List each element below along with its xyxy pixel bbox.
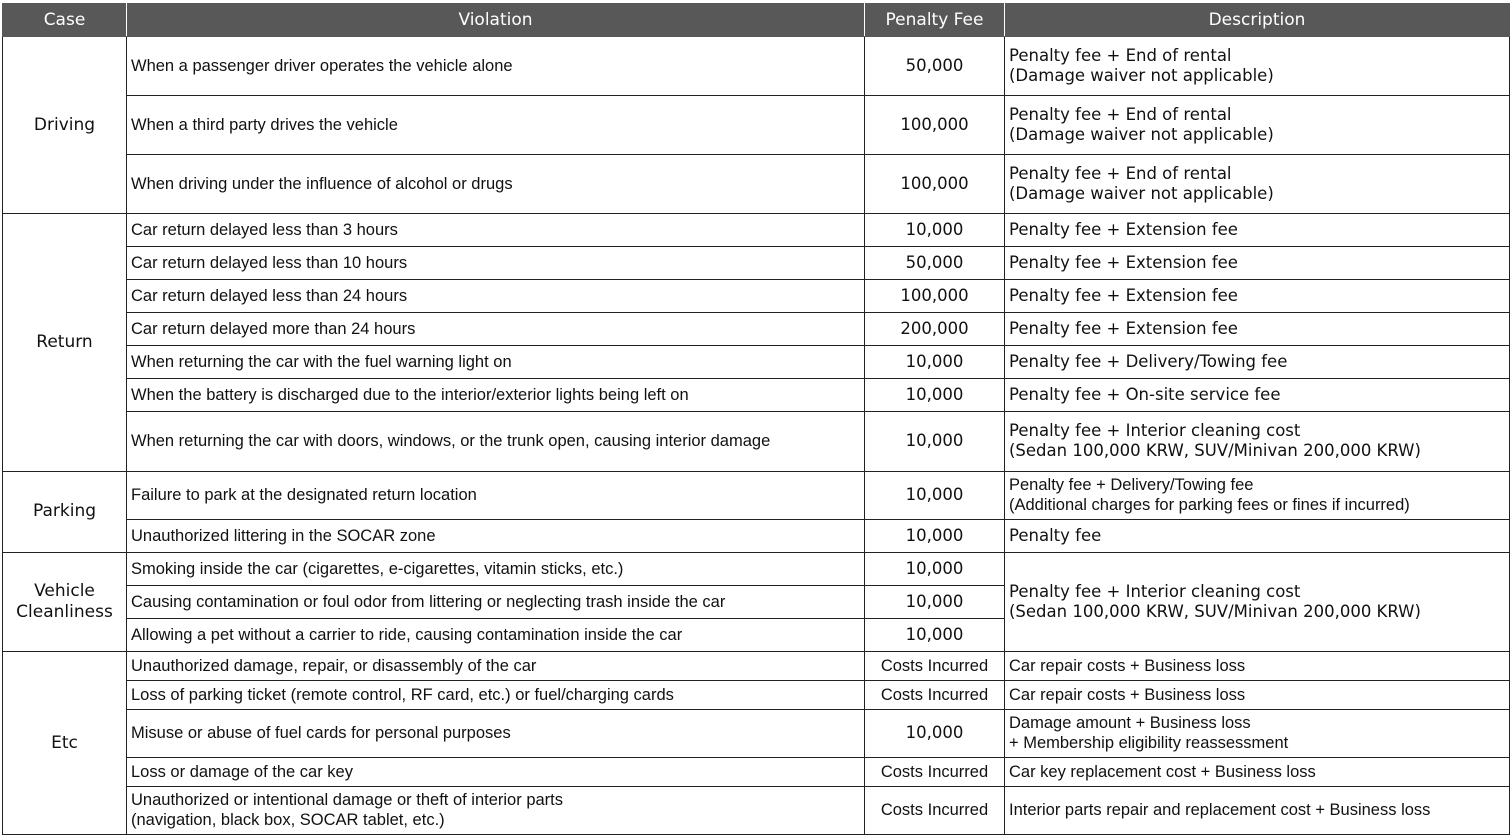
- penalty-fee-cell: 10,000: [865, 471, 1005, 519]
- description-line: (Damage waiver not applicable): [1009, 184, 1274, 204]
- description-line: Damage amount + Business loss: [1009, 714, 1251, 733]
- violation-cell: Car return delayed less than 10 hours: [127, 247, 865, 280]
- description-line: Penalty fee + Interior cleaning cost: [1009, 421, 1301, 441]
- penalty-fee-cell: 10,000: [865, 552, 1005, 585]
- penalty-fee-cell: 50,000: [865, 37, 1005, 96]
- table-row: [3, 280, 1510, 313]
- description-line: Penalty fee + End of rental: [1009, 45, 1232, 65]
- description-cell: Penalty fee + Extension fee: [1005, 247, 1510, 280]
- description-line: (Damage waiver not applicable): [1009, 66, 1274, 86]
- penalty-fee-cell: 10,000: [865, 519, 1005, 552]
- header-penalty-fee: Penalty Fee: [865, 4, 1005, 37]
- description-cell: Penalty fee + Extension fee: [1005, 280, 1510, 313]
- violation-cell: Loss of parking ticket (remote control, RF card, etc.) or fuel/charging cards: [127, 680, 865, 709]
- violation-cell: When driving under the influence of alcohol or drugs: [127, 155, 865, 214]
- penalty-fee-cell: 10,000: [865, 346, 1005, 379]
- penalty-fee-cell: 50,000: [865, 247, 1005, 280]
- violation-cell: Misuse or abuse of fuel cards for personal purposes: [127, 709, 865, 757]
- violation-cell: Loss or damage of the car key: [127, 757, 865, 786]
- penalty-fee-cell: 100,000: [865, 280, 1005, 313]
- penalty-fee-cell: 10,000: [865, 379, 1005, 412]
- penalty-fee-cell: 100,000: [865, 96, 1005, 155]
- table-row: [3, 214, 1510, 247]
- penalty-fee-cell: 100,000: [865, 155, 1005, 214]
- header-case: Case: [3, 4, 127, 37]
- penalty-fee-cell: 10,000: [865, 618, 1005, 651]
- description-cell: [1005, 709, 1510, 757]
- description-cell: Penalty fee + Extension fee: [1005, 214, 1510, 247]
- violation-cell: When a passenger driver operates the vehicle alone: [127, 37, 865, 96]
- violation-cell: Failure to park at the designated return location: [127, 471, 865, 519]
- description-cell: [1005, 471, 1510, 519]
- description-cell: [1005, 552, 1510, 651]
- group-vehicle-cleanliness: [3, 552, 1510, 651]
- violation-cell: Car return delayed less than 3 hours: [127, 214, 865, 247]
- description-cell: [1005, 412, 1510, 471]
- table-row: [3, 519, 1510, 552]
- table-row: [3, 379, 1510, 412]
- description-cell: Car repair costs + Business loss: [1005, 651, 1510, 680]
- penalty-fee-cell: 10,000: [865, 585, 1005, 618]
- table-row: [3, 786, 1510, 834]
- table-row: [3, 709, 1510, 757]
- group-etc: [3, 651, 1510, 834]
- header-row: [3, 4, 1510, 37]
- description-cell: [1005, 96, 1510, 155]
- violation-cell: Smoking inside the car (cigarettes, e-cigarettes, vitamin sticks, etc.): [127, 552, 865, 585]
- case-parking: Parking: [3, 471, 127, 552]
- penalty-table: [2, 3, 1510, 835]
- penalty-fee-cell: Costs Incurred: [865, 757, 1005, 786]
- table-row: [3, 680, 1510, 709]
- description-line: (Sedan 100,000 KRW, SUV/Minivan 200,000 KRW): [1009, 601, 1421, 621]
- header-description: Description: [1005, 4, 1510, 37]
- description-cell: [1005, 155, 1510, 214]
- description-cell: Car repair costs + Business loss: [1005, 680, 1510, 709]
- violation-cell: Unauthorized littering in the SOCAR zone: [127, 519, 865, 552]
- violation-cell: When returning the car with doors, windows, or the trunk open, causing interior damage: [127, 412, 865, 471]
- violation-cell: Unauthorized damage, repair, or disassembly of the car: [127, 651, 865, 680]
- violation-cell: When the battery is discharged due to the interior/exterior lights being left on: [127, 379, 865, 412]
- description-line: Penalty fee + End of rental: [1009, 164, 1232, 184]
- table-row: [3, 313, 1510, 346]
- violation-line: Unauthorized or intentional damage or theft of interior parts: [131, 791, 563, 810]
- table-row: [3, 247, 1510, 280]
- group-parking: [3, 471, 1510, 552]
- description-cell: Penalty fee + On-site service fee: [1005, 379, 1510, 412]
- penalty-fee-cell: 10,000: [865, 709, 1005, 757]
- description-line: (Additional charges for parking fees or fines if incurred): [1009, 496, 1410, 515]
- group-return: [3, 214, 1510, 471]
- table-row: [3, 346, 1510, 379]
- violation-cell: Car return delayed less than 24 hours: [127, 280, 865, 313]
- penalty-fee-cell: 10,000: [865, 214, 1005, 247]
- table-row: [3, 155, 1510, 214]
- description-cell: Car key replacement cost + Business loss: [1005, 757, 1510, 786]
- violation-cell: When returning the car with the fuel warning light on: [127, 346, 865, 379]
- description-line: (Damage waiver not applicable): [1009, 125, 1274, 145]
- description-line: Penalty fee + End of rental: [1009, 104, 1232, 124]
- table-row: [3, 471, 1510, 519]
- violation-cell: Allowing a pet without a carrier to ride, causing contamination inside the car: [127, 618, 865, 651]
- violation-cell: Causing contamination or foul odor from littering or neglecting trash inside the car: [127, 585, 865, 618]
- violation-cell: When a third party drives the vehicle: [127, 96, 865, 155]
- table-row: [3, 651, 1510, 680]
- description-cell: [1005, 37, 1510, 96]
- table-row: [3, 757, 1510, 786]
- description-cell: Penalty fee + Delivery/Towing fee: [1005, 346, 1510, 379]
- description-cell: Penalty fee: [1005, 519, 1510, 552]
- case-return: Return: [3, 214, 127, 471]
- group-driving: [3, 37, 1510, 214]
- violation-cell: [127, 786, 865, 834]
- table-row: [3, 412, 1510, 471]
- header-violation: Violation: [127, 4, 865, 37]
- description-cell: Interior parts repair and replacement cost + Business loss: [1005, 786, 1510, 834]
- description-line: Penalty fee + Delivery/Towing fee: [1009, 475, 1254, 494]
- table-row: [3, 552, 1510, 585]
- case-label-line: Vehicle: [34, 580, 95, 601]
- penalty-fee-cell: 200,000: [865, 313, 1005, 346]
- penalty-fee-cell: Costs Incurred: [865, 651, 1005, 680]
- description-line: Penalty fee + Interior cleaning cost: [1009, 581, 1301, 601]
- description-cell: Penalty fee + Extension fee: [1005, 313, 1510, 346]
- description-line: + Membership eligibility reassessment: [1009, 734, 1289, 753]
- case-driving: Driving: [3, 37, 127, 214]
- violation-line: (navigation, black box, SOCAR tablet, etc.): [131, 811, 445, 830]
- penalty-fee-cell: 10,000: [865, 412, 1005, 471]
- case-etc: Etc: [3, 651, 127, 834]
- table-row: [3, 96, 1510, 155]
- description-line: (Sedan 100,000 KRW, SUV/Minivan 200,000 KRW): [1009, 441, 1421, 461]
- case-label-line: Cleanliness: [16, 601, 113, 622]
- penalty-fee-cell: Costs Incurred: [865, 786, 1005, 834]
- case-vehicle-cleanliness: [3, 552, 127, 651]
- violation-cell: Car return delayed more than 24 hours: [127, 313, 865, 346]
- penalty-fee-cell: Costs Incurred: [865, 680, 1005, 709]
- table-row: [3, 37, 1510, 96]
